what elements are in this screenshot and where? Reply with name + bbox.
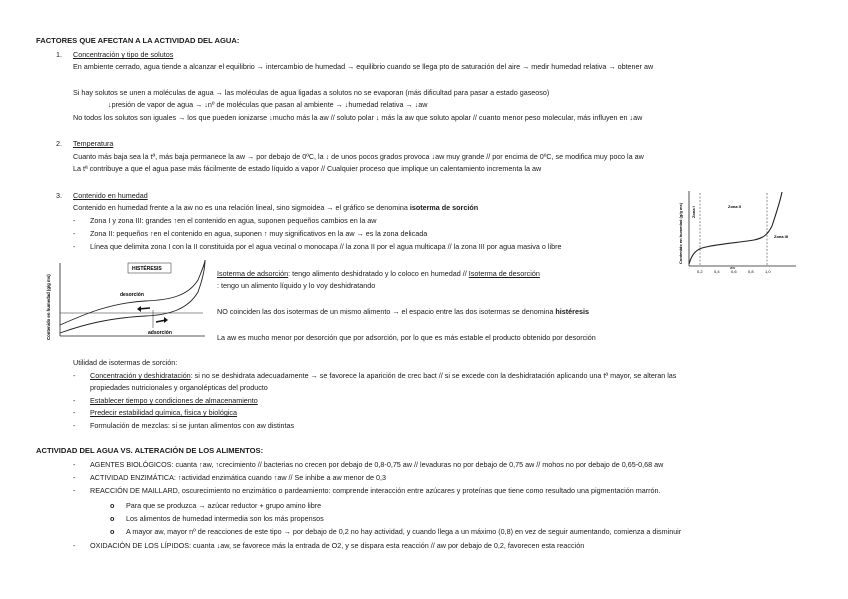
section-1-number: 1. [56,50,62,59]
alteration-item-4: OXIDACIÓN DE LOS LÍPIDOS: cuanta ↓aw, se favorece más la entrada de O2, y se dispara esta reacción // aw por debajo de 0,2, favorecen esta reacción [90,541,585,550]
hysteresis-ylabel: Contenido en humedad (g/g ms) [46,274,51,340]
aw-note: La aw es mucho menor por desorción que por adsorción, por lo que es más estable el producto obtenido por desorción [217,333,596,342]
dash-marker: - [73,229,76,238]
section-1-heading: Concentración y tipo de solutos [73,50,174,59]
dash-marker: - [73,421,76,430]
adsorption-line [217,269,540,278]
utility-item-1-text: : si no se deshidrata adecuadamente → se favorece la aparición de crec bact // si se excede con la deshidratación aplicando una tª mayor, se alteran las [190,371,677,380]
dash-marker: - [73,486,76,495]
zones-tick-label: 0,6 [731,269,737,274]
maillard-sub-3: A mayor aw, mayor nº de reacciones de este tipo → por debajo de 0,2 no hay actividad, y cuando llega a un máximo (0,8) en vez de seguir aumentando, comienza a disminuir [126,527,682,536]
dash-marker: - [73,396,76,405]
zone-bullet-1: Zona I y zona III: grandes ↑en el contenido en agua, suponen pequeños cambios en la aw [90,216,377,225]
section-3-line-1-text: Contenido en humedad frente a la aw no es una relación lineal, sino sigmoidea → el gráfico se denomina [73,203,410,212]
utility-item-1-cont: propiedades nutricionales y organolépticas del producto [90,383,268,392]
zones-tick-label: 0,4 [714,269,720,274]
utility-item-4: Formulación de mezclas: si se juntan alimentos con aw distintas [90,421,295,430]
dash-marker: - [73,242,76,251]
section-2-line-1: Cuanto más baja sea la tª, más baja permanece la aw → por debajo de 0ºC, la ↓ de unos pocos grados provoca ↓aw muy grande // por encima de 0ºC, se modifica muy poco la aw [73,152,644,161]
utility-title: Utilidad de isotermas de sorción: [73,358,178,367]
zones-tick-label: 0,2 [697,269,703,274]
zones-chart [676,188,801,278]
circle-marker: o [110,527,115,536]
section-1-line-2: Si hay solutos se unen a moléculas de agua → las moléculas de agua ligadas a solutos no se evaporan (más dificultad para pasar a estado gaseoso) [73,88,550,97]
zone-3-label: Zona III [774,234,788,239]
utility-item-1-term: Concentración y deshidratación [90,371,191,380]
alteration-item-2: ACTIVIDAD ENZIMÁTICA: ↑actividad enzimática cuando ↑aw // Se inhibe a aw menor de 0,3 [90,473,387,482]
section-3-heading: Contenido en humedad [73,191,148,200]
dash-marker: - [73,216,76,225]
utility-item-1 [90,371,676,380]
zone-1-label: Zona I [691,206,696,218]
section-2-line-2: La tª contribuye a que el agua pase más fácilmente de estado líquido a vapor // Cualquier proceso que implique un calentamiento incrementa la aw [73,164,542,173]
hysteresis-line [217,307,589,316]
utility-item-2: Establecer tiempo y condiciones de almacenamiento [90,396,258,405]
adsorption-text: : tengo alimento deshidratado y lo coloco en humedad // [288,269,469,278]
adsorption-term: Isoterma de adsorción [217,269,289,278]
zone-2-label: Zona II [728,204,741,209]
alteration-item-1: AGENTES BIOLÓGICOS: cuanta ↑aw, ↑crecimiento // bacterias no crecen por debajo de 0,8-0,75 aw // levaduras no por debajo de 0,75 aw // mohos no por debajo de 0,65-0,68 aw [90,460,664,469]
maillard-sub-2: Los alimentos de humedad intermedia son los más propensos [126,514,324,523]
zones-tick-label: 1,0 [765,269,771,274]
hysteresis-box-label: HISTÉRESIS [132,266,162,272]
dash-marker: - [73,541,76,550]
section-3-number: 3. [56,191,62,200]
utility-item-3: Predecir estabilidad química, física y biológica [90,408,238,417]
section-3-line-1 [73,203,478,212]
zone-bullet-3: Línea que delimita zona I con la II constituida por el agua vecinal o monocapa // la zona II por el agua multicapa // la zona III por agua masiva o libre [90,242,562,251]
circle-marker: o [110,514,115,523]
alteration-item-3: REACCIÓN DE MAILLARD, oscurecimiento no enzimático o pardeamiento: comprende interacción entre azúcares y proteínas que tiene como resultado una pigmentación marrón. [90,486,661,495]
main-title: FACTORES QUE AFECTAN A LA ACTIVIDAD DEL AGUA: [36,36,240,45]
dash-marker: - [73,473,76,482]
hysteresis-chart [40,258,210,346]
section-2-heading: Temperatura [73,139,114,148]
zones-tick-label: 0,8 [748,269,754,274]
section-1-line-4: No todos los solutos son iguales → los que pueden ionizarse ↓mucho más la aw // soluto polar ↓ más la aw que soluto apolar // cuanto menor peso molecular, más influyen en ↓aw [73,113,643,122]
dash-marker: - [73,408,76,417]
desorption-term: Isoterma de desorción [468,269,540,278]
isoterma-term: isoterma de sorción [409,203,479,212]
dash-marker: - [73,371,76,380]
adsorption-label: adsorción [148,330,172,336]
hysteresis-text: NO coinciden las dos isotermas de un mismo alimento → el espacio entre las dos isotermas se denomina [217,307,556,316]
desorption-text: : tengo un alimento líquido y lo voy deshidratando [217,281,376,290]
maillard-sub-1: Para que se produzca → azúcar reductor + grupo amino libre [126,501,322,510]
second-title: ACTIVIDAD DEL AGUA VS. ALTERACIÓN DE LOS ALIMENTOS: [36,446,264,455]
zone-bullet-2: Zona II: pequeños ↑en el contenido en agua, suponen ↑ muy significativos en la aw → es la zona delicada [90,229,428,238]
hysteresis-term: histéresis [555,307,589,316]
desorption-label: desorción [120,292,144,298]
dash-marker: - [73,460,76,469]
section-1-line-1: En ambiente cerrado, agua tiende a alcanzar el equilibrio → intercambio de humedad → equilibrio cuando se llega pto de saturación del aire → medir humedad relativa → obtener aw [73,62,654,71]
section-2-number: 2. [56,139,62,148]
zones-xlabel: aw [730,265,736,270]
zones-ylabel: Contenido en humedad (g/g ms) [678,202,683,264]
circle-marker: o [110,501,115,510]
sorption-curve [689,192,782,264]
section-1-line-3: ↓presión de vapor de agua → ↓nº de moléculas que pasan al ambiente → ↓humedad relativa → ↓aw [108,100,428,109]
